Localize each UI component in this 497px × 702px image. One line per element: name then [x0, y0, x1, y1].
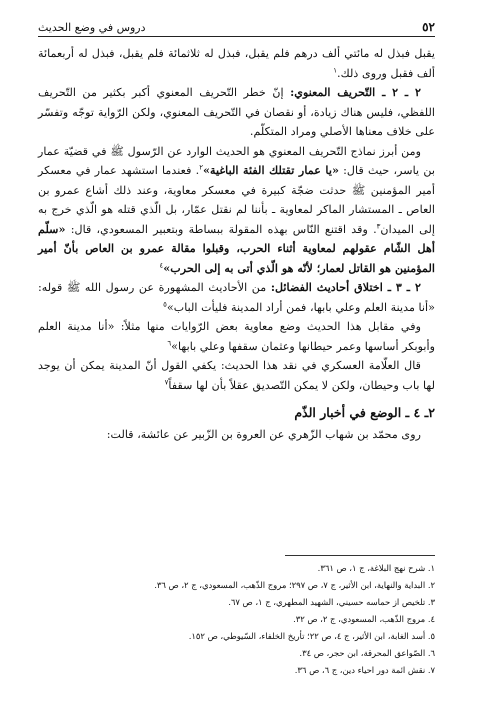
- footnote-ref[interactable]: ٥: [163, 299, 167, 308]
- footnote-ref[interactable]: ٢: [199, 163, 203, 172]
- section-label: ٢ ـ ٢ ـ التّحريف المعنوي:: [290, 85, 422, 99]
- paragraph-6: قال العلّامة العسكري في نقد هذا الحديث: يكفي القول أنّ المدينة يمكن أن يوجد لها باب وحيطان، ولكن لا يمكن التّصديق عقلاً بأن لها سقفاً$^٧$: [38, 359, 435, 392]
- footnote-ref[interactable]: ١: [333, 65, 338, 74]
- footnote-ref[interactable]: ٣: [376, 221, 381, 230]
- section-label: ٢ ـ ٣ ـ اختلاق أحاديث الفضائل:: [270, 280, 421, 294]
- footnote-item: ٣. تلخيص از حماسه حسيني، الشهيد المطهري، ج ١، ص ٦٧.: [228, 597, 435, 607]
- section-2-2: ٢ ـ ٢ ـ التّحريف المعنوي: إنّ خطر التّحريف المعنوي أكبر بكثير من التّحريف اللفظي، فليس هناك زيادة، أو نقصان في التّحريف المعنوي، ولكن الرّواية توجّه وتفسّر على خلاف معناها الأصلي ومراد المتكلّم.: [38, 85, 435, 138]
- footnote-item: ١. شرح نهج البلاغة، ج ١، ص ٣٦١.: [317, 563, 435, 573]
- footnote-divider: [285, 555, 435, 556]
- page-header: [38, 12, 435, 37]
- footnote-item: ٥. أسد الغابة، ابن الأثير، ج ٤، ص ٢٢؛ تأريخ الخلفاء، السّيوطي، ص ١٥٢.: [188, 631, 435, 641]
- footnote-item: ٧. نقش ائمة دور احياء دين، ج ٦، ص ٣٦.: [294, 665, 435, 675]
- paragraph-5: وفي مقابل هذا الحديث وضع معاوية بعض الرّوايات منها مثلاً: «أنا مدينة العلم وأبوبكر أساسها وعمر حيطانها وعثمان سقفها وعلي بابها»$^٦$: [38, 320, 435, 353]
- footnote-item: ٢. البداية والنهاية، ابن الأثير، ج ٧، ص ٢٩٧؛ مروج الذّهب، المسعودي، ج ٢، ص ٣٦.: [154, 580, 435, 590]
- quote: «يا عمار تقتلك الفئة الباغية»: [202, 163, 339, 177]
- paragraph-7: روى محمّد بن شهاب الزّهري عن العروة بن الزّبير عن عائشة، قالت:: [106, 427, 421, 441]
- section-heading-2-4: ٢ـ ٤ ـ الوضع في أخبار الذّم: [294, 405, 435, 420]
- footnote-ref[interactable]: ٦: [167, 338, 172, 347]
- section-2-3: ٢ ـ ٣ ـ اختلاق أحاديث الفضائل: من الأحاديث المشهورة عن رسول الله ﷺ قوله: «أنا مدينة العلم وعلي بابها، فمن أراد المدينة فليأت الباب»$^٥$: [38, 280, 435, 314]
- page-number: ٥٢: [422, 20, 435, 34]
- paragraph-1: يقبل فبذل له مائتي ألف درهم فلم يقبل، فبذل له ثلاثمائة فلم يقبل، فبذل له أربعمائة ألف فقبل وروى ذلك.$^١$: [38, 47, 435, 80]
- footnote-ref[interactable]: ٧: [164, 377, 169, 386]
- page-body: [38, 44, 435, 444]
- paragraph-3: ومن أبرز نماذج التّحريف المعنوي هو الحديث الوارد عن الرّسول ﷺ في قضيّة عمار بن ياسر، حيث قال: «يا عمار تقتلك الفئة الباغية»$^٢$. فعندما استشهد عمار في معسكر أمير المؤمنين ﷺ حدثت ضجّة كبيرة في معسكر معاوية، وعند ذلك أشاع عمرو بن العاص ـ المستشار الماكر لمعاوية ـ بأننا لم نقتل عمّار، بل الّذي قتله هو الّذي خرج به إلى الميدان$^٣$. وقد اقتنع النّاس بهذه المقولة ببساطة وبتعبير المسعودي، قال: «سلّم أهل الشّام عقولهم لمعاوية أثناء الحرب، وقبلوا مقالة عمرو بن العاص بأنّ أمير المؤمنين هو القاتل لعمار؛ لأنّه هو الّذي أتى به إلى الحرب»$^٤$: [38, 144, 435, 275]
- footnote-item: ٤. مروج الذّهب، المسعودي، ج ٢، ص ٣٢.: [293, 614, 435, 624]
- footnote-item: ٦. الصّواعق المحرقة، ابن حجر، ص ٣٤.: [299, 648, 435, 658]
- running-title: دروس في وضع الحديث: [38, 21, 146, 34]
- footnotes: [38, 555, 435, 679]
- quote: «سلّم أهل الشّام عقولهم لمعاوية أثناء الحرب، وقبلوا مقالة عمرو بن العاص بأنّ أمير المؤمنين هو القاتل لعمار؛ لأنّه هو الّذي أتى به إلى الحرب»: [38, 221, 435, 275]
- footnote-ref[interactable]: ٤: [159, 260, 164, 269]
